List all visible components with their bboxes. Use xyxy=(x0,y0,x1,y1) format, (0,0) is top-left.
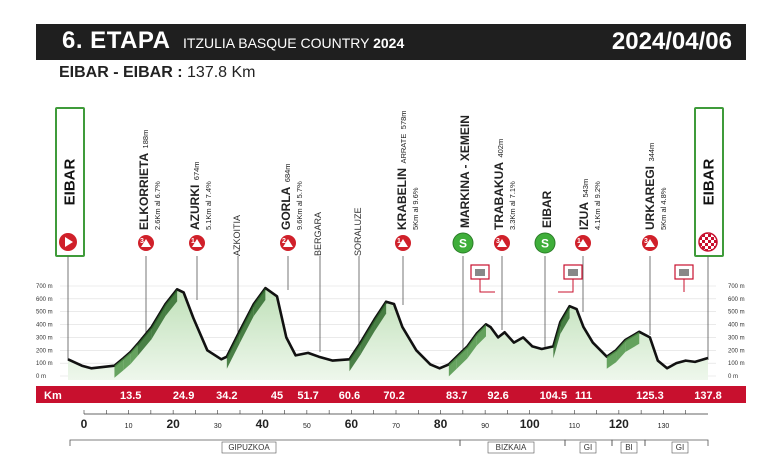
km-mark-label: 34.2 xyxy=(216,390,238,402)
route-summary: EIBAR - EIBAR : 137.8 Km xyxy=(59,64,256,81)
scale-tick-label: 50 xyxy=(302,423,311,430)
altitude-tick-label: 600 m xyxy=(36,296,53,303)
km-mark-label: 104.5 xyxy=(539,390,568,402)
scale-tick-label: 90 xyxy=(481,423,490,430)
climb-label-elkorrieta: ELKORRIETA 188m 2.6Km al 6.7% xyxy=(137,129,162,230)
svg-text:2: 2 xyxy=(282,238,286,245)
sprint-label-eibar: EIBAR xyxy=(540,190,554,228)
climb-cat1-icon xyxy=(189,235,205,251)
province-label: GIPUZKOA xyxy=(228,443,270,452)
altitude-tick-label: 400 m xyxy=(36,322,53,329)
sprint-icon xyxy=(535,233,555,253)
altitude-tick-label: 500 m xyxy=(36,309,53,316)
scale-tick-label: 80 xyxy=(433,417,448,431)
climb-cat1-icon xyxy=(575,235,591,251)
finish-flag-icon xyxy=(699,233,717,251)
km-mark-label: 125.3 xyxy=(636,390,664,402)
scale-tick-label: 70 xyxy=(392,423,400,430)
scale-tick-label: 0 xyxy=(80,417,88,431)
km-mark-label: 60.6 xyxy=(338,390,361,402)
climb-label-azurki: AZURKI 674m 5.1Km al 7.4% xyxy=(188,161,213,230)
scale-tick-label: 20 xyxy=(166,417,180,431)
km-bar-label: Km xyxy=(44,390,62,402)
altitude-tick-label: 100 m xyxy=(728,361,745,368)
altitude-tick-label: 0 m xyxy=(728,374,739,380)
svg-text:3: 3 xyxy=(644,238,648,245)
town-label-azkoitia: AZKOITIA xyxy=(232,214,242,256)
climb-cat3-icon xyxy=(642,235,658,251)
km-mark-label: 70.2 xyxy=(383,390,405,402)
scale-tick-label: 10 xyxy=(124,423,133,430)
climb-label-izua: IZUA 543m 4.1Km al 9.2% xyxy=(577,178,602,230)
province-label: BIZKAIA xyxy=(495,443,527,452)
province-label: GI xyxy=(583,443,593,452)
climb-label-krabelin: KRABELIN ARRATE 578m 5Km al 9.6% xyxy=(395,110,420,230)
scale-tick-label: 100 xyxy=(519,417,540,431)
climb-cat1-icon xyxy=(395,235,411,251)
scale-tick-label: 110 xyxy=(568,423,580,430)
km-mark-label: 83.7 xyxy=(446,390,468,402)
altitude-tick-label: 100 m xyxy=(36,361,53,368)
feed-zone-icon xyxy=(558,265,582,292)
km-mark-label: 137.8 xyxy=(694,390,722,402)
race-name: ITZULIA BASQUE COUNTRY 2024 xyxy=(183,35,405,51)
scale-tick-label: 120 xyxy=(608,417,629,431)
altitude-tick-label: 200 m xyxy=(36,348,53,355)
climb-cat3-icon xyxy=(494,235,510,251)
sprint-icon xyxy=(453,233,473,253)
climb-cat2-icon xyxy=(280,235,296,251)
km-mark-label: 111 xyxy=(574,390,593,402)
altitude-tick-label: 400 m xyxy=(728,322,745,329)
feed-zone-icon xyxy=(471,265,495,292)
climb-cat3-icon xyxy=(138,235,154,251)
town-label-bergara: BERGARA xyxy=(313,211,323,256)
scale-tick-label: 40 xyxy=(255,417,269,431)
svg-text:S: S xyxy=(540,236,550,251)
stage-number: 6. ETAPA xyxy=(62,27,171,54)
climb-label-gorla: GORLA 684m 9.6Km al 5.7% xyxy=(279,163,304,230)
altitude-tick-label: 600 m xyxy=(728,296,745,303)
altitude-tick-label: 500 m xyxy=(728,309,745,316)
feed-zone-icon xyxy=(675,265,693,292)
start-icon xyxy=(59,233,77,251)
km-mark-label: 13.5 xyxy=(119,390,142,402)
province-bar xyxy=(70,440,708,446)
altitude-tick-label: 700 m xyxy=(36,284,53,290)
scale-tick-label: 60 xyxy=(344,417,359,431)
svg-text:3: 3 xyxy=(496,238,500,245)
scale-tick-label: 130 xyxy=(657,423,670,430)
province-label: BI xyxy=(625,443,633,452)
finish-label: EIBAR xyxy=(700,158,718,206)
altitude-tick-label: 700 m xyxy=(728,284,745,290)
province-label: GI xyxy=(675,443,685,452)
svg-text:S: S xyxy=(458,236,468,251)
svg-text:3: 3 xyxy=(140,238,144,245)
start-label: EIBAR xyxy=(61,158,79,206)
altitude-tick-label: 200 m xyxy=(728,348,745,355)
climb-label-urkaregi: URKAREGI 344m 5Km al 4.8% xyxy=(643,142,668,230)
stage-date: 2024/04/06 xyxy=(611,28,732,55)
altitude-tick-label: 300 m xyxy=(728,335,745,342)
sprint-label-markina: MARKINA - XEMEIN xyxy=(458,115,472,228)
town-label-soraluze: SORALUZE xyxy=(353,207,363,256)
km-mark-label: 92.6 xyxy=(487,390,509,402)
km-mark-label: 51.7 xyxy=(297,390,319,402)
svg-text:1: 1 xyxy=(397,238,401,245)
scale-tick-label: 30 xyxy=(213,423,222,430)
altitude-tick-label: 300 m xyxy=(36,335,53,342)
svg-text:1: 1 xyxy=(577,238,581,245)
altitude-tick-label: 0 m xyxy=(36,374,47,380)
km-mark-label: 24.9 xyxy=(172,390,195,402)
svg-text:1: 1 xyxy=(191,238,195,245)
climb-label-trabakua: TRABAKUA 402m 3.3Km al 7.1% xyxy=(492,138,517,230)
km-mark-label: 45 xyxy=(270,390,284,402)
